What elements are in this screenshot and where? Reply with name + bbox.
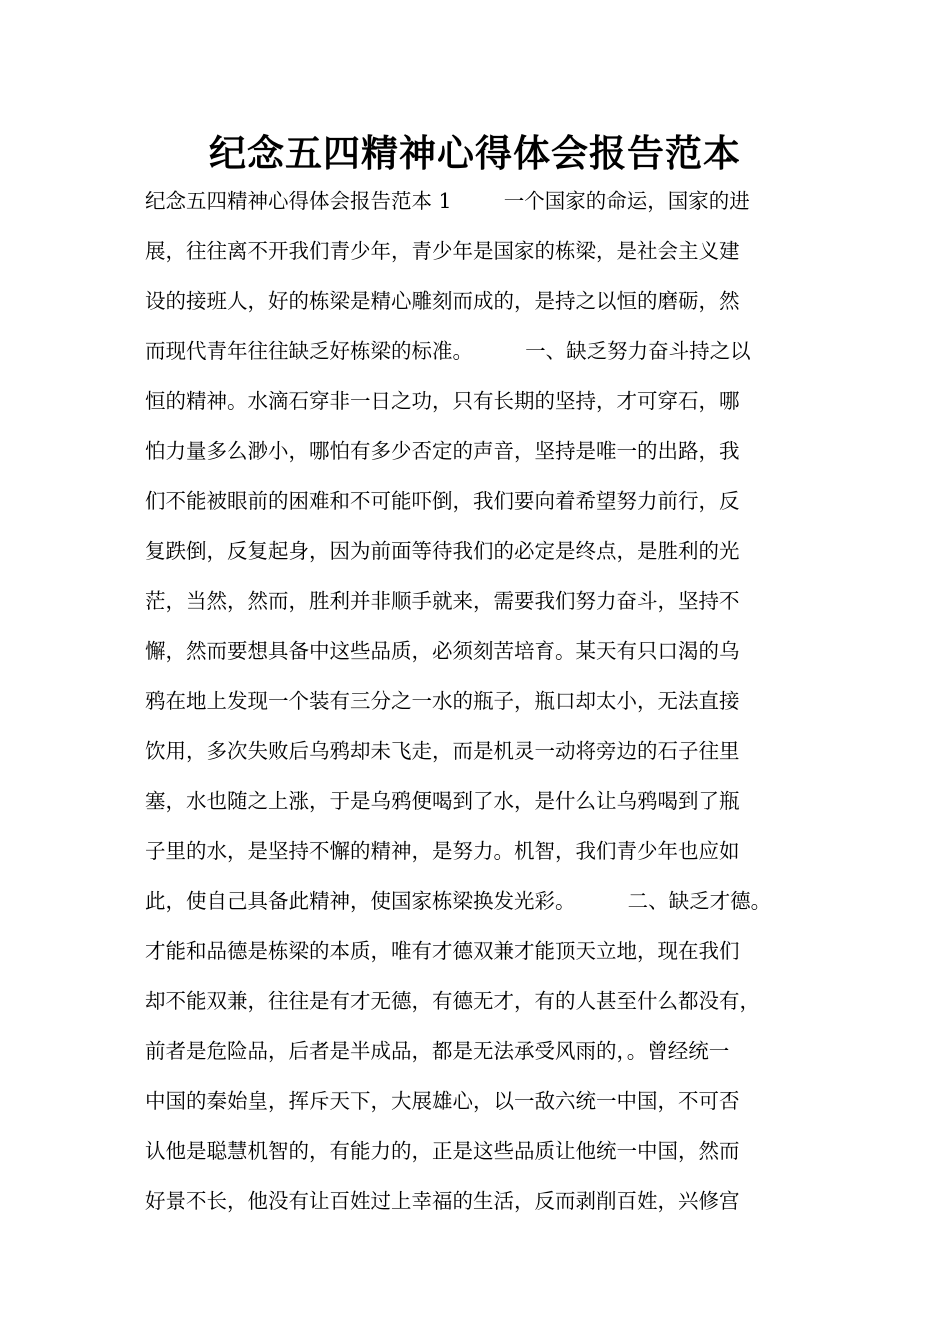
body-line: 恒的精神。水滴石穿非一日之功，只有长期的坚持，才可穿石，哪 — [145, 389, 740, 413]
body-line: 却不能双兼，往往是有才无德，有德无才，有的人甚至什么都没有， — [145, 989, 760, 1013]
document-title: 纪念五四精神心得体会报告范本 — [209, 132, 741, 175]
body-line: 中国的秦始皇，挥斥天下，大展雄心，以一敌六统一中国，不可否 — [145, 1089, 740, 1113]
body-line: 认他是聪慧机智的，有能力的，正是这些品质让他统一中国，然而 — [145, 1139, 740, 1163]
body-line: 们不能被眼前的困难和不可能吓倒，我们要向着希望努力前行，反 — [145, 489, 740, 513]
body-line: 饮用，多次失败后乌鸦却未飞走，而是机灵一动将旁边的石子往里 — [145, 739, 740, 763]
body-line: 怕力量多么渺小，哪怕有多少否定的声音，坚持是唯一的出路，我 — [145, 439, 740, 463]
body-line: 此，使自己具备此精神，使国家栋梁换发光彩。 二、缺乏才德。 — [145, 889, 772, 913]
body-line: 茫，当然，然而，胜利并非顺手就来，需要我们努力奋斗，坚持不 — [145, 589, 740, 613]
document-body — [145, 184, 825, 1234]
body-line: 懈，然而要想具备中这些品质，必须刻苦培育。某天有只口渴的乌 — [145, 639, 740, 663]
body-line: 而现代青年往往缺乏好栋梁的标准。 一、缺乏努力奋斗持之以 — [145, 339, 751, 363]
body-line: 子里的水，是坚持不懈的精神，是努力。机智，我们青少年也应如 — [145, 839, 740, 863]
body-line: 复跌倒，反复起身，因为前面等待我们的必定是终点，是胜利的光 — [145, 539, 740, 563]
body-line: 前者是危险品，后者是半成品，都是无法承受风雨的，。曾经统一 — [145, 1039, 730, 1063]
body-line: 才能和品德是栋梁的本质，唯有才德双兼才能顶天立地，现在我们 — [145, 939, 740, 963]
body-line: 纪念五四精神心得体会报告范本 1 一个国家的命运，国家的进 — [145, 189, 750, 213]
body-line: 塞，水也随之上涨，于是乌鸦便喝到了水，是什么让乌鸦喝到了瓶 — [145, 789, 740, 813]
body-line: 好景不长，他没有让百姓过上幸福的生活，反而剥削百姓，兴修宫 — [145, 1189, 740, 1213]
body-line: 展，往往离不开我们青少年，青少年是国家的栋梁，是社会主义建 — [145, 239, 740, 263]
body-line: 设的接班人，好的栋梁是精心雕刻而成的，是持之以恒的磨砺，然 — [145, 289, 740, 313]
body-line: 鸦在地上发现一个装有三分之一水的瓶子，瓶口却太小，无法直接 — [145, 689, 740, 713]
